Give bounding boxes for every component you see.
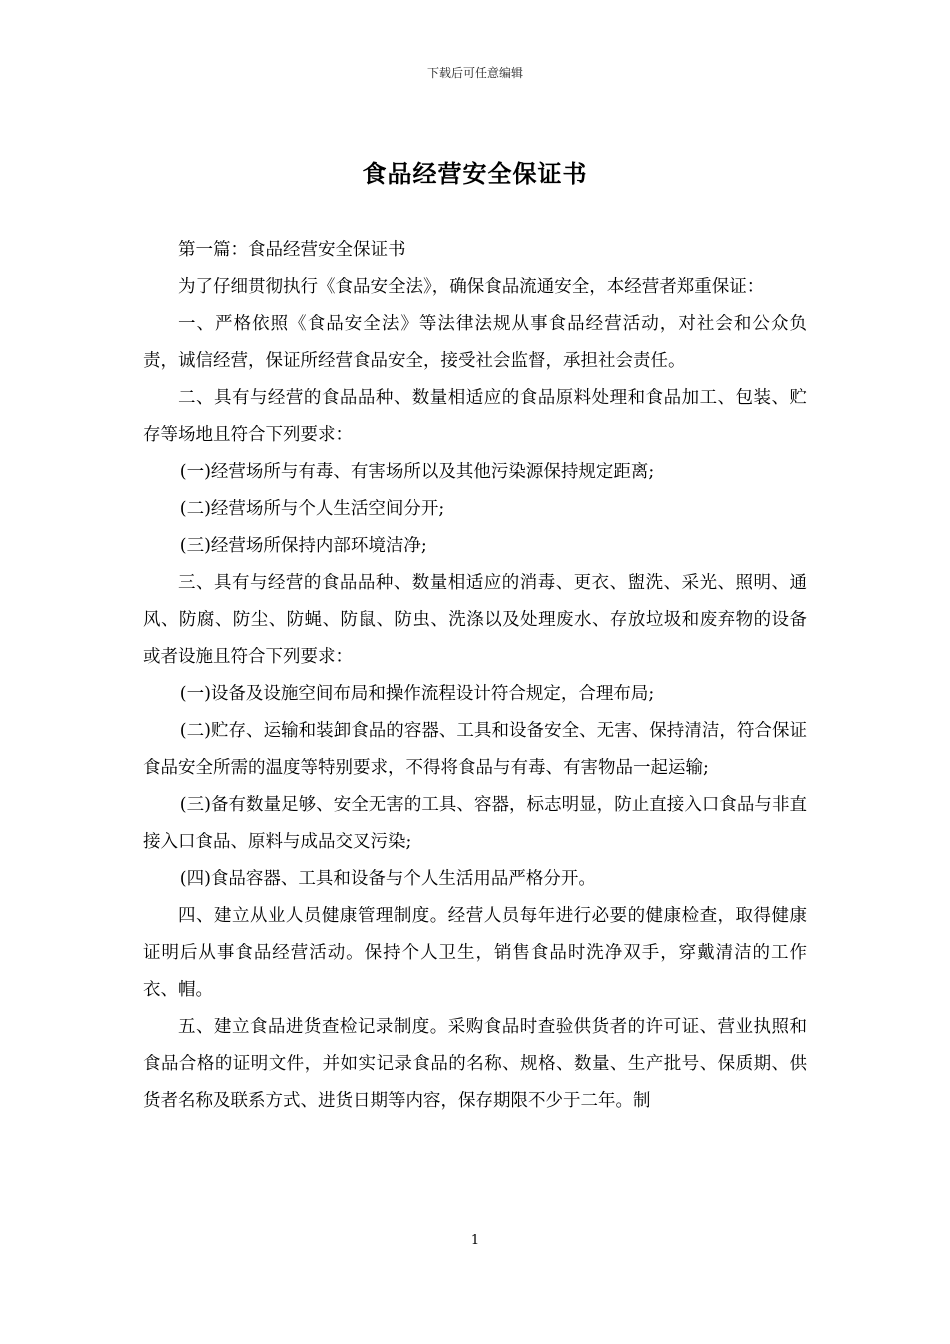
paragraph-item-3-sub-2: (二)贮存、运输和装卸食品的容器、工具和设备安全、无害、保持清洁，符合保证食品安全所需的温度等特别要求，不得将食品与有毒、有害物品一起运输;	[143, 721, 807, 778]
document-body	[143, 232, 807, 1120]
paragraph-intro: 为了仔细贯彻执行《食品安全法》，确保食品流通安全，本经营者郑重保证：	[178, 277, 765, 297]
page-number: 1	[470, 1233, 480, 1248]
page-header-note: 下载后可任意编辑	[426, 66, 523, 80]
paragraph-item-2-sub-2: (二)经营场所与个人生活空间分开;	[179, 499, 445, 519]
paragraph-item-3-sub-3: (三)备有数量足够、安全无害的工具、容器，标志明显，防止直接入口食品与非直接入口食品、原料与成品交叉污染;	[143, 795, 807, 852]
paragraph-item-4: 四、建立从业人员健康管理制度。经营人员每年进行必要的健康检查，取得健康证明后从事食品经营活动。保持个人卫生，销售食品时洗净双手，穿戴清洁的工作衣、帽。	[143, 906, 807, 1000]
section-heading: 第一篇：食品经营安全保证书	[178, 240, 406, 260]
paragraph-item-2-sub-3: (三)经营场所保持内部环境洁净;	[179, 536, 427, 556]
paragraph-item-5: 五、建立食品进货查检记录制度。采购食品时查验供货者的许可证、营业执照和食品合格的证明文件，并如实记录食品的名称、规格、数量、生产批号、保质期、供货者名称及联系方式、进货日期等内容，保存期限不少于二年。制	[143, 1017, 807, 1111]
paragraph-item-3-sub-4: (四)食品容器、工具和设备与个人生活用品严格分开。	[179, 869, 596, 889]
document-title: 食品经营安全保证书	[362, 160, 588, 188]
paragraph-item-3-sub-1: (一)设备及设施空间布局和操作流程设计符合规定，合理布局;	[179, 684, 655, 704]
paragraph-item-2-sub-1: (一)经营场所与有毒、有害场所以及其他污染源保持规定距离;	[179, 462, 655, 482]
paragraph-item-3: 三、具有与经营的食品品种、数量相适应的消毒、更衣、盥洗、采光、照明、通风、防腐、防尘、防蝇、防鼠、防虫、洗涤以及处理废水、存放垃圾和废弃物的设备或者设施且符合下列要求：	[143, 573, 807, 667]
paragraph-item-2: 二、具有与经营的食品品种、数量相适应的食品原料处理和食品加工、包装、贮存等场地且符合下列要求：	[143, 388, 807, 445]
paragraph-item-1: 一、严格依照《食品安全法》等法律法规从事食品经营活动，对社会和公众负责，诚信经营，保证所经营食品安全，接受社会监督，承担社会责任。	[143, 314, 807, 371]
